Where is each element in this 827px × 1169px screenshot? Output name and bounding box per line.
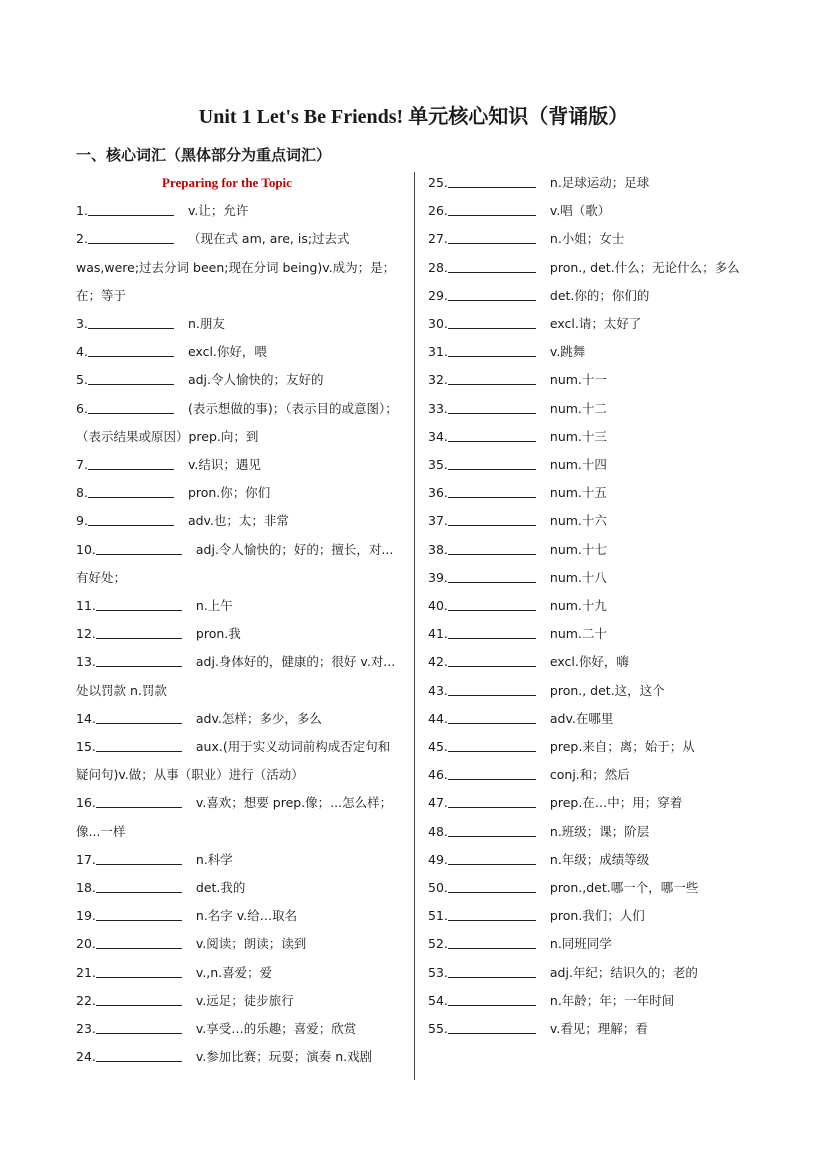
vocab-entry [76, 1043, 402, 1071]
answer-blank[interactable] [96, 878, 182, 893]
vocab-entry [76, 197, 402, 225]
entry-definition: n.班级；课；阶层 [549, 823, 650, 839]
entry-definition: adv.怎样；多少，多么 [195, 710, 322, 726]
answer-blank[interactable] [448, 483, 536, 498]
entry-definition: num.十五 [549, 485, 607, 501]
entry-number: 4. [76, 344, 88, 360]
entry-definition: n.小姐；女士 [549, 231, 625, 247]
entry-definition: num.十四 [549, 457, 607, 473]
vocab-entry [428, 874, 758, 902]
answer-blank[interactable] [448, 286, 536, 301]
vocab-entry [428, 846, 758, 874]
entry-number: 14. [76, 710, 96, 726]
entry-number: 42. [428, 654, 448, 670]
answer-blank[interactable] [96, 709, 182, 724]
entry-number: 44. [428, 710, 448, 726]
entry-number: 26. [428, 203, 448, 219]
entry-number: 45. [428, 739, 448, 755]
entry-number: 7. [76, 457, 88, 473]
answer-blank[interactable] [448, 793, 536, 808]
entry-definition: n.年级；成绩等级 [549, 851, 650, 867]
entry-definition: v.远足；徒步旅行 [195, 992, 294, 1008]
answer-blank[interactable] [88, 201, 174, 216]
entry-definition: adj.身体好的，健康的；很好 v.对...处以罚款 n.罚款 [76, 654, 396, 698]
entry-definition: pron.你；你们 [187, 485, 271, 501]
entry-definition: v.享受…的乐趣；喜爱；欣赏 [195, 1021, 357, 1037]
entry-number: 37. [428, 513, 448, 529]
entry-number: 30. [428, 316, 448, 332]
vocab-entry [76, 479, 402, 507]
entry-definition: v.看见；理解；看 [549, 1021, 648, 1037]
entry-number: 36. [428, 485, 448, 501]
entry-definition: det.你的；你们的 [549, 287, 650, 303]
answer-blank[interactable] [448, 399, 536, 414]
entry-definition: adj.令人愉快的；友好的 [187, 372, 324, 388]
vocab-entry [76, 310, 402, 338]
answer-blank[interactable] [96, 652, 182, 667]
vocab-entry [428, 282, 758, 310]
vocab-entry [428, 677, 758, 705]
entry-number: 6. [76, 400, 88, 416]
entry-definition: n.科学 [195, 851, 233, 867]
page-title: Unit 1 Let's Be Friends! 单元核心知识（背诵版） [198, 106, 629, 128]
vocab-entry [76, 592, 402, 620]
entry-definition: num.二十 [549, 626, 607, 642]
answer-blank[interactable] [88, 399, 174, 414]
answer-blank[interactable] [88, 455, 174, 470]
vocab-entry [76, 846, 402, 874]
entry-number: 46. [428, 767, 448, 783]
vocab-entry [428, 733, 758, 761]
answer-blank[interactable] [448, 934, 536, 949]
entry-number: 35. [428, 457, 448, 473]
answer-blank[interactable] [448, 822, 536, 837]
entry-number: 21. [76, 964, 96, 980]
entry-number: 31. [428, 344, 448, 360]
entry-definition: pron., det.什么；无论什么；多么 [549, 259, 740, 275]
entry-definition: v.让；允许 [187, 203, 249, 219]
vocab-entry [428, 592, 758, 620]
vocab-entry [76, 1015, 402, 1043]
entry-number: 52. [428, 936, 448, 952]
vocab-entry [76, 959, 402, 987]
entry-number: 8. [76, 485, 88, 501]
entry-number: 5. [76, 372, 88, 388]
vocab-entry [428, 648, 758, 676]
left-vocab-list [76, 197, 402, 1071]
answer-blank[interactable] [96, 624, 182, 639]
answer-blank[interactable] [96, 934, 182, 949]
vocab-entry [76, 366, 402, 394]
entry-definition: prep.来自；离；始于；从 [549, 739, 695, 755]
entry-number: 20. [76, 936, 96, 952]
answer-blank[interactable] [88, 511, 174, 526]
vocab-entry [76, 987, 402, 1015]
vocab-entry [428, 479, 758, 507]
vocab-entry [428, 507, 758, 535]
answer-blank[interactable] [448, 596, 536, 611]
entry-number: 48. [428, 823, 448, 839]
answer-blank[interactable] [448, 878, 536, 893]
entry-definition: pron.我 [195, 626, 241, 642]
entry-definition: v.,n.喜爱；爱 [195, 964, 273, 980]
vocab-entry [428, 705, 758, 733]
entry-definition: v.跳舞 [549, 344, 586, 360]
answer-blank[interactable] [88, 483, 174, 498]
entry-definition: num.十六 [549, 513, 607, 529]
entry-definition: pron., det.这，这个 [549, 682, 665, 698]
answer-blank[interactable] [448, 370, 536, 385]
entry-number: 41. [428, 626, 448, 642]
entry-definition: v.阅读；朗读；读到 [195, 936, 307, 952]
entry-number: 23. [76, 1021, 96, 1037]
section-heading: 一、核心词汇（黑体部分为重点词汇） [76, 146, 332, 164]
answer-blank[interactable] [448, 314, 536, 329]
entry-definition: adv.在哪里 [549, 710, 614, 726]
vocab-entry [428, 987, 758, 1015]
vocab-entry [428, 789, 758, 817]
vocab-entry [76, 902, 402, 930]
entry-definition: excl.你好，喂 [187, 344, 267, 360]
answer-blank[interactable] [88, 229, 174, 244]
vocab-entry [428, 197, 758, 225]
vocab-entry [428, 1015, 758, 1043]
entry-number: 9. [76, 513, 88, 529]
entry-number: 28. [428, 259, 448, 275]
entry-number: 19. [76, 908, 96, 924]
column-divider [414, 172, 415, 1080]
vocab-entry [428, 451, 758, 479]
answer-blank[interactable] [96, 596, 182, 611]
vocab-entry [428, 930, 758, 958]
entry-number: 17. [76, 851, 96, 867]
entry-number: 34. [428, 428, 448, 444]
vocab-entry [76, 705, 402, 733]
vocab-entry [428, 338, 758, 366]
entry-definition: num.十一 [549, 372, 607, 388]
answer-blank[interactable] [96, 737, 182, 752]
answer-blank[interactable] [448, 963, 536, 978]
answer-blank[interactable] [96, 906, 182, 921]
answer-blank[interactable] [96, 991, 182, 1006]
vocab-entry [428, 169, 758, 197]
right-column [428, 169, 758, 1043]
vocab-entry [76, 338, 402, 366]
vocab-entry [428, 366, 758, 394]
entry-number: 13. [76, 654, 96, 670]
entry-definition: aux.(用于实义动词前构成否定句和疑问句)v.做；从事（职业）进行（活动） [76, 739, 391, 783]
entry-definition: det.我的 [195, 880, 246, 896]
entry-number: 38. [428, 541, 448, 557]
entry-definition: num.十七 [549, 541, 607, 557]
vocab-entry [428, 959, 758, 987]
entry-number: 22. [76, 992, 96, 1008]
answer-blank[interactable] [448, 765, 536, 780]
vocab-entry [76, 225, 402, 310]
entry-number: 33. [428, 400, 448, 416]
answer-blank[interactable] [448, 568, 536, 583]
entry-number: 55. [428, 1021, 448, 1037]
answer-blank[interactable] [448, 455, 536, 470]
answer-blank[interactable] [448, 342, 536, 357]
entry-number: 10. [76, 541, 96, 557]
entry-definition: num.十三 [549, 428, 607, 444]
entry-definition: num.十九 [549, 598, 607, 614]
entry-definition: n.朋友 [187, 316, 225, 332]
entry-definition: excl.你好，嗨 [549, 654, 629, 670]
answer-blank[interactable] [448, 624, 536, 639]
entry-number: 53. [428, 964, 448, 980]
entry-definition: v.结识；遇见 [187, 457, 261, 473]
entry-definition: num.十八 [549, 569, 607, 585]
left-column [76, 169, 402, 1072]
vocab-entry [428, 818, 758, 846]
entry-number: 12. [76, 626, 96, 642]
vocab-entry [76, 789, 402, 845]
entry-definition: num.十二 [549, 400, 607, 416]
entry-number: 47. [428, 795, 448, 811]
answer-blank[interactable] [88, 342, 174, 357]
entry-number: 40. [428, 598, 448, 614]
vocab-entry [428, 310, 758, 338]
entry-number: 24. [76, 1049, 96, 1065]
entry-definition: excl.请；太好了 [549, 316, 642, 332]
answer-blank[interactable] [448, 681, 536, 696]
subheading: Preparing for the Topic [162, 175, 292, 190]
vocab-entry [76, 648, 402, 704]
vocab-entry [76, 733, 402, 789]
entry-definition: pron.,det.哪一个，哪一些 [549, 880, 699, 896]
answer-blank[interactable] [448, 652, 536, 667]
vocab-entry [428, 254, 758, 282]
answer-blank[interactable] [448, 737, 536, 752]
entry-number: 1. [76, 203, 88, 219]
answer-blank[interactable] [96, 1019, 182, 1034]
vocab-entry [428, 620, 758, 648]
answer-blank[interactable] [448, 1019, 536, 1034]
entry-definition: v.参加比赛；玩耍；演奏 n.戏剧 [195, 1049, 373, 1065]
entry-number: 25. [428, 175, 448, 190]
vocab-entry [76, 451, 402, 479]
entry-number: 2. [76, 231, 88, 247]
vocab-entry [428, 536, 758, 564]
entry-number: 54. [428, 992, 448, 1008]
entry-definition: adj.令人愉快的；好的；擅长，对...有好处； [76, 541, 394, 585]
entry-number: 18. [76, 880, 96, 896]
entry-definition: adv.也；太；非常 [187, 513, 289, 529]
entry-number: 39. [428, 569, 448, 585]
entry-definition: （现在式 am, are, is;过去式 was,were;过去分词 been;现在分词 being)v.成为；是；在；等于 [76, 231, 396, 303]
entry-number: 49. [428, 851, 448, 867]
entry-definition: n.同班同学 [549, 936, 612, 952]
vocab-entry [76, 395, 402, 451]
entry-definition: (表示想做的事)；（表示目的或意图）；（表示结果或原因）prep.向；到 [76, 400, 398, 444]
entry-number: 15. [76, 739, 96, 755]
answer-blank[interactable] [96, 1047, 182, 1062]
answer-blank[interactable] [96, 963, 182, 978]
vocab-entry [76, 507, 402, 535]
vocab-entry [428, 395, 758, 423]
entry-number: 29. [428, 287, 448, 303]
answer-blank[interactable] [448, 511, 536, 526]
entry-number: 3. [76, 316, 88, 332]
answer-blank[interactable] [448, 709, 536, 724]
answer-blank[interactable] [448, 201, 536, 216]
entry-definition: adj.年纪；结识久的；老的 [549, 964, 698, 980]
answer-blank[interactable] [448, 258, 536, 273]
vocab-entry [428, 564, 758, 592]
vocab-entry [76, 536, 402, 592]
vocab-entry [428, 225, 758, 253]
entry-number: 16. [76, 795, 96, 811]
vocab-entry [76, 620, 402, 648]
answer-blank[interactable] [96, 793, 182, 808]
entry-number: 51. [428, 908, 448, 924]
answer-blank[interactable] [448, 229, 536, 244]
entry-definition: conj.和；然后 [549, 767, 630, 783]
entry-number: 43. [428, 682, 448, 698]
vocab-entry [76, 930, 402, 958]
vocab-entry [428, 902, 758, 930]
answer-blank[interactable] [448, 427, 536, 442]
right-vocab-list [428, 169, 758, 1043]
entry-definition: n.足球运动；足球 [549, 175, 650, 190]
entry-definition: n.年龄；年；一年时间 [549, 992, 675, 1008]
answer-blank[interactable] [448, 173, 536, 188]
entry-definition: v.喜欢；想要 prep.像；...怎么样；像...一样 [76, 795, 393, 839]
entry-definition: n.上午 [195, 598, 233, 614]
answer-blank[interactable] [88, 314, 174, 329]
vocab-entry [428, 761, 758, 789]
entry-definition: v.唱（歌） [549, 203, 611, 219]
vocab-entry [76, 874, 402, 902]
entry-definition: n.名字 v.给…取名 [195, 908, 298, 924]
answer-blank[interactable] [88, 370, 174, 385]
vocab-entry [428, 423, 758, 451]
entry-definition: prep.在…中；用；穿着 [549, 795, 683, 811]
answer-blank[interactable] [96, 850, 182, 865]
entry-number: 27. [428, 231, 448, 247]
answer-blank[interactable] [448, 540, 536, 555]
entry-number: 11. [76, 598, 96, 614]
entry-number: 50. [428, 880, 448, 896]
entry-number: 32. [428, 372, 448, 388]
answer-blank[interactable] [448, 906, 536, 921]
entry-definition: pron.我们；人们 [549, 908, 645, 924]
answer-blank[interactable] [96, 540, 182, 555]
answer-blank[interactable] [448, 991, 536, 1006]
answer-blank[interactable] [448, 850, 536, 865]
